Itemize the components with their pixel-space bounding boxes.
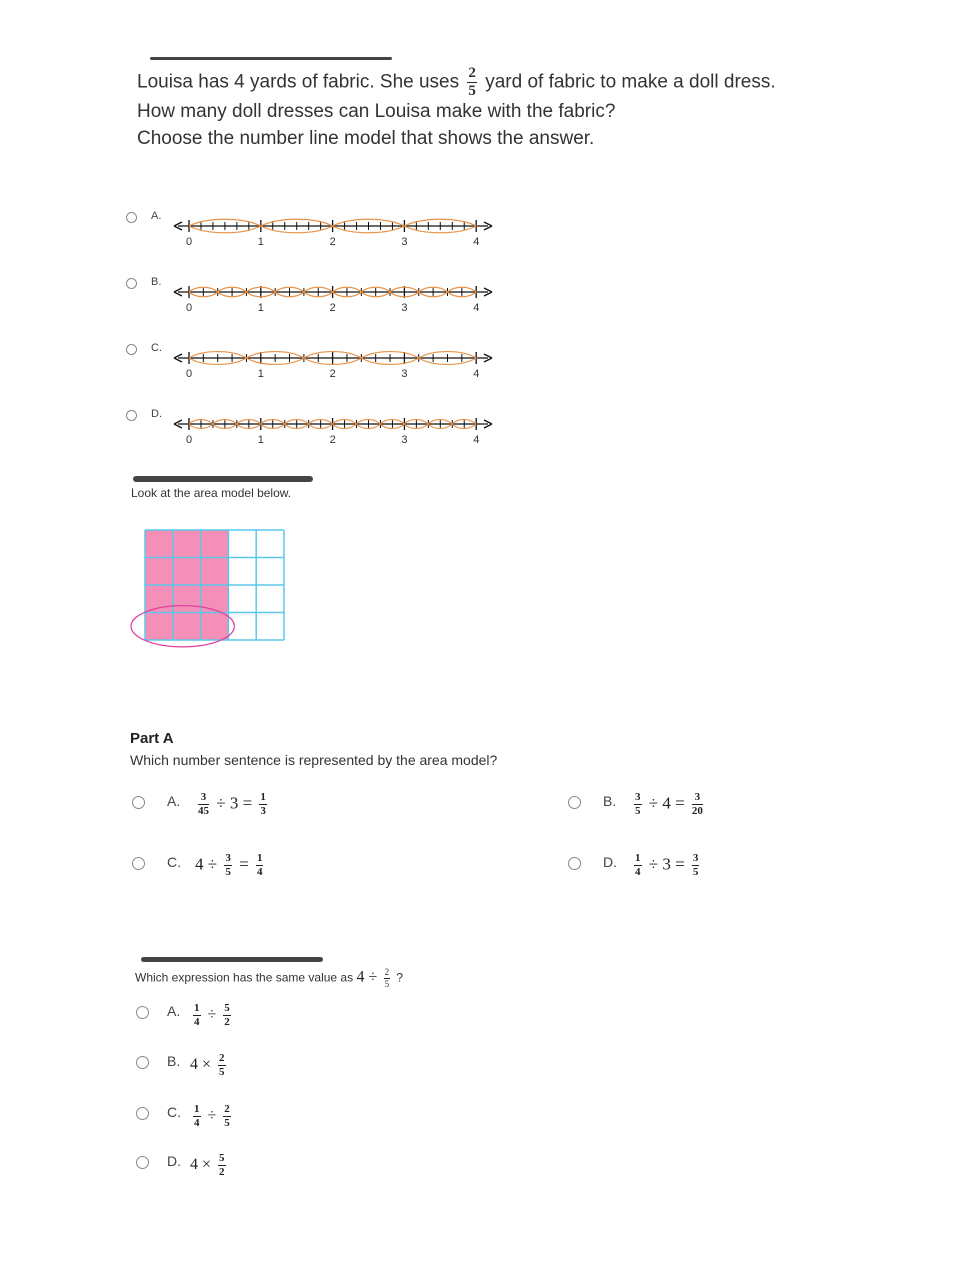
fraction-numerator: 2 xyxy=(219,1052,225,1064)
number-sentence xyxy=(195,792,270,817)
fraction-denominator: 4 xyxy=(194,1117,200,1129)
fraction-denominator: 5 xyxy=(219,1066,225,1078)
expression xyxy=(190,1003,234,1028)
expression xyxy=(190,1153,229,1178)
number-line xyxy=(174,418,492,430)
number-line-models xyxy=(0,0,979,470)
number-line-label: 3 xyxy=(401,434,408,446)
fraction-denominator: 5 xyxy=(225,866,231,878)
number-line-label: 1 xyxy=(257,434,264,446)
number-line-label: 1 xyxy=(257,302,264,314)
fraction-numerator: 5 xyxy=(224,1002,230,1014)
fraction-numerator: 1 xyxy=(256,852,263,864)
number-line-label: 3 xyxy=(401,236,408,248)
radio-button[interactable] xyxy=(136,1107,149,1120)
option-letter: D. xyxy=(151,408,162,420)
area-model xyxy=(130,522,300,658)
number-line-label: 0 xyxy=(186,434,193,446)
question-3-prompt: Which expression has the same value as xyxy=(135,970,354,985)
fraction-numerator: 1 xyxy=(635,852,641,864)
fraction-numerator: 3 xyxy=(198,792,209,805)
number-line-label: 4 xyxy=(473,368,480,380)
operator: ÷ xyxy=(207,1006,217,1024)
section-divider-2 xyxy=(133,476,313,482)
question-1-line-2: How many doll dresses can Louisa make with the fabric? xyxy=(137,101,616,122)
number-sentence xyxy=(631,792,706,817)
number-line-label: 4 xyxy=(473,236,480,248)
question-1-line-3: Choose the number line model that shows the answer. xyxy=(137,128,595,149)
fraction-denominator: 2 xyxy=(224,1016,230,1028)
section-divider-3 xyxy=(141,957,323,962)
fraction-numerator: 2 xyxy=(224,1103,230,1115)
fraction-denominator: 5 xyxy=(384,979,390,989)
operator: = xyxy=(239,854,249,874)
option-letter: C. xyxy=(167,1104,181,1120)
operator: 4 ÷ xyxy=(195,854,218,874)
question-1-prefix: Louisa has 4 yards of fabric. She uses xyxy=(137,71,460,93)
fraction-numerator: 2 xyxy=(468,65,476,81)
fraction-denominator: 3 xyxy=(260,805,266,817)
number-line-label: 3 xyxy=(401,302,408,314)
option-letter: A. xyxy=(167,793,181,809)
fraction-denominator: 4 xyxy=(635,866,641,878)
radio-button[interactable] xyxy=(132,796,145,809)
number-line-label: 1 xyxy=(257,236,264,248)
fraction-denominator: 5 xyxy=(692,866,699,878)
radio-button[interactable] xyxy=(136,1156,149,1169)
number-line-label: 2 xyxy=(329,434,336,446)
fraction-numerator: 3 xyxy=(692,792,703,805)
fraction-numerator: 3 xyxy=(692,852,699,864)
fraction-numerator: 2 xyxy=(384,967,390,977)
radio-button[interactable] xyxy=(132,857,145,870)
fraction-denominator: 2 xyxy=(219,1166,225,1178)
fraction-denominator: 4 xyxy=(194,1016,200,1028)
operator: 4 × xyxy=(190,1156,212,1174)
fraction-denominator: 5 xyxy=(468,83,476,99)
expression xyxy=(190,1104,234,1129)
area-model-intro: Look at the area model below. xyxy=(131,486,292,500)
option-letter: C. xyxy=(151,342,162,354)
number-line-label: 4 xyxy=(473,434,480,446)
number-sentence xyxy=(631,853,702,878)
fraction-numerator: 1 xyxy=(260,791,266,803)
radio-button[interactable] xyxy=(568,796,581,809)
number-line-label: 0 xyxy=(186,236,193,248)
option-letter: A. xyxy=(167,1003,181,1019)
number-line-label: 2 xyxy=(329,302,336,314)
number-line xyxy=(174,286,492,298)
number-line-label: 2 xyxy=(329,368,336,380)
fraction-denominator: 4 xyxy=(256,866,263,878)
option-letter: D. xyxy=(167,1153,181,1169)
number-sentence xyxy=(195,853,266,878)
number-line-label: 0 xyxy=(186,302,193,314)
option-letter: B. xyxy=(167,1053,181,1069)
expression xyxy=(190,1053,229,1078)
number-line-label: 4 xyxy=(473,302,480,314)
question-mark: ? xyxy=(396,970,404,985)
fraction-denominator: 5 xyxy=(635,805,641,817)
expression-operator: 4 ÷ xyxy=(356,968,378,986)
radio-button[interactable] xyxy=(136,1056,149,1069)
fraction-numerator: 3 xyxy=(635,791,641,803)
fraction-numerator: 5 xyxy=(219,1152,225,1164)
operator: ÷ 4 = xyxy=(648,793,685,813)
part-a-question: Which number sentence is represented by the area model? xyxy=(130,752,498,768)
question-1-suffix: yard of fabric to make a doll dress. xyxy=(485,71,776,93)
number-line xyxy=(174,219,492,233)
question-3-text xyxy=(135,968,403,989)
option-letter: A. xyxy=(151,210,162,222)
operator: 4 × xyxy=(190,1056,212,1074)
number-line-label: 1 xyxy=(257,368,264,380)
operator: ÷ 3 = xyxy=(648,854,685,874)
fraction-denominator: 5 xyxy=(224,1117,230,1129)
part-a-title: Part A xyxy=(130,730,174,747)
number-line-label: 0 xyxy=(186,368,193,380)
option-letter: D. xyxy=(603,854,617,870)
operator: ÷ xyxy=(207,1107,217,1125)
fraction-denominator: 45 xyxy=(198,805,209,817)
number-line xyxy=(174,352,492,365)
number-line-label: 3 xyxy=(401,368,408,380)
fraction-numerator: 1 xyxy=(194,1002,200,1014)
radio-button[interactable] xyxy=(568,857,581,870)
fraction-denominator: 20 xyxy=(691,805,703,817)
option-letter: B. xyxy=(151,276,162,288)
number-line-label: 2 xyxy=(329,236,336,248)
radio-button[interactable] xyxy=(136,1006,149,1019)
fraction-numerator: 3 xyxy=(225,852,231,864)
option-letter: B. xyxy=(603,793,617,809)
operator: ÷ 3 = xyxy=(216,793,253,813)
option-letter: C. xyxy=(167,854,181,870)
fraction-numerator: 1 xyxy=(194,1103,200,1115)
